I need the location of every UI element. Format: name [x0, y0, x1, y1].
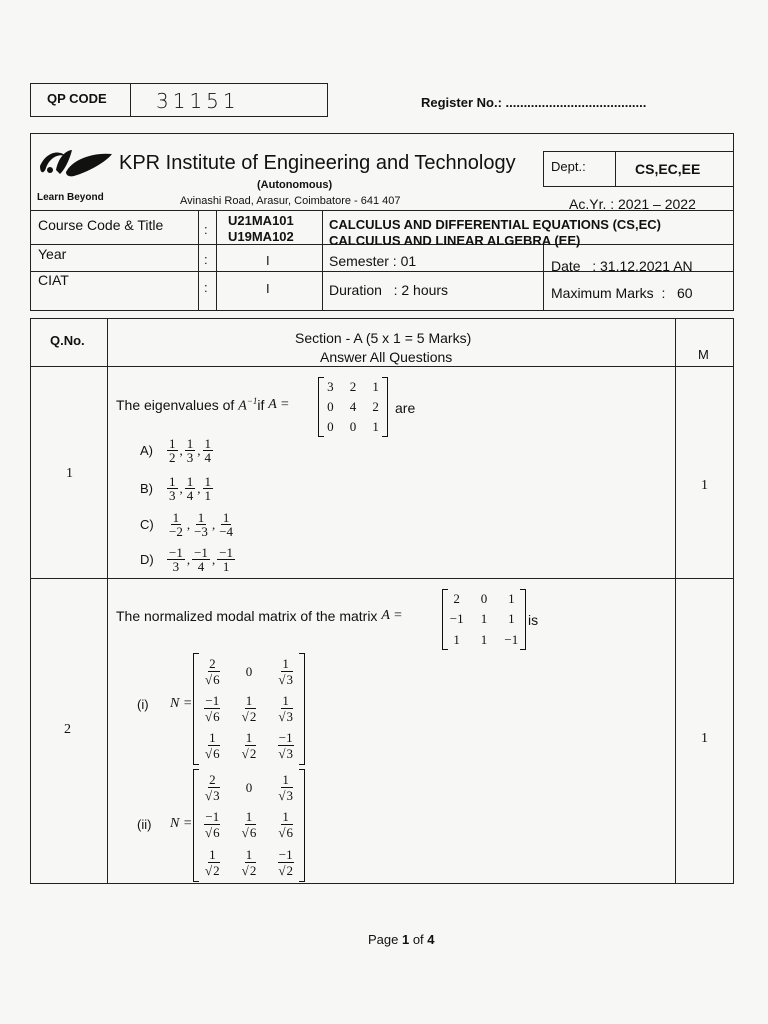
denominator	[204, 709, 221, 724]
ciat-label: CIAT	[38, 272, 69, 288]
denominator	[204, 672, 221, 687]
numerator: 1	[209, 730, 216, 746]
fraction	[217, 546, 235, 573]
radical-fraction	[241, 694, 258, 724]
matrix-entry: 1	[508, 611, 515, 627]
numerator: 1	[222, 510, 230, 525]
matrix-entry: 2	[349, 379, 357, 394]
qp-code-value: 31151	[156, 89, 240, 113]
numerator: 1	[204, 436, 211, 451]
denominator: −2	[169, 524, 183, 539]
denominator	[241, 709, 258, 724]
fraction	[167, 511, 185, 538]
radicand: 2	[249, 863, 257, 879]
radicand: 3	[286, 671, 293, 687]
course-code-1: U21MA101	[228, 213, 294, 228]
radical-sign: √	[241, 708, 249, 724]
numerator: 2	[209, 771, 216, 787]
numerator: −1	[205, 809, 220, 825]
fraction	[192, 511, 210, 538]
matrix-variable: N =	[170, 816, 193, 831]
radicand: 6	[213, 746, 220, 762]
numerator: 2	[209, 655, 216, 671]
matrix-entry: 1	[480, 611, 488, 627]
exam-date: Date : 31.12.2021 AN	[551, 258, 693, 274]
year-colon: :	[204, 252, 208, 267]
numerator: 1	[245, 730, 253, 746]
dept-value: CS,EC,EE	[635, 161, 701, 177]
option-label: D)	[140, 552, 154, 567]
matrix-entry: −1	[504, 631, 519, 647]
numerator: 1	[245, 809, 253, 825]
marks-header: M	[698, 347, 709, 362]
course-colon: :	[204, 222, 208, 237]
numerator: 1	[197, 510, 205, 525]
matrix-entry: 1	[453, 631, 460, 647]
radical-fraction	[204, 694, 221, 724]
option-label: A)	[140, 443, 153, 458]
radical-sign: √	[278, 787, 286, 803]
numerator: 1	[209, 847, 216, 863]
modal-matrix	[193, 653, 305, 765]
option-label: B)	[140, 481, 153, 496]
radicand: 2	[286, 863, 293, 879]
radical-sign: √	[205, 746, 213, 762]
denominator: 4	[204, 450, 211, 465]
numerator: −1	[169, 545, 183, 560]
academic-year: Ac.Yr. : 2021 – 2022	[569, 196, 696, 212]
matrix-entry: 4	[349, 399, 357, 414]
radical-sign: √	[241, 746, 249, 762]
denominator	[277, 746, 294, 761]
separator: ,	[197, 480, 201, 496]
question-1-matrix	[318, 377, 388, 437]
denominator	[277, 863, 294, 878]
question-number: 2	[64, 722, 71, 737]
answer-option	[140, 511, 236, 538]
duration: Duration : 2 hours	[329, 282, 449, 298]
fraction	[167, 546, 185, 573]
matrix-entry: 1	[372, 419, 379, 434]
denominator: 1	[222, 559, 230, 574]
fraction	[167, 437, 178, 464]
matrix-entry: 0	[327, 399, 334, 414]
denominator: 1	[204, 488, 211, 503]
fraction	[167, 475, 178, 502]
radical-sign: √	[278, 863, 286, 879]
numerator: 1	[245, 847, 253, 863]
institute-tagline: Learn Beyond	[37, 192, 104, 203]
radical-fraction	[204, 848, 221, 878]
matrix-entry: −1	[449, 611, 464, 627]
fraction	[185, 475, 196, 502]
denominator	[277, 788, 294, 803]
radicand: 6	[249, 825, 257, 841]
separator: ,	[197, 442, 201, 458]
course-title-1: CALCULUS AND DIFFERENTIAL EQUATIONS (CS,EC)	[329, 217, 661, 232]
dept-label: Dept.:	[551, 159, 586, 174]
denominator: 4	[186, 488, 194, 503]
radicand: 3	[213, 787, 220, 803]
radical-fraction	[277, 657, 294, 687]
matrix-entry: 1	[480, 631, 488, 647]
numerator: −1	[219, 545, 234, 560]
answer-option	[140, 546, 236, 573]
separator: ,	[179, 480, 183, 496]
radical-fraction	[204, 773, 221, 803]
radical-fraction	[204, 731, 221, 761]
separator: ,	[186, 516, 191, 532]
numerator: 1	[282, 692, 289, 708]
radical-sign: √	[241, 825, 249, 841]
option-label: (ii)	[137, 817, 152, 832]
radicand: 3	[286, 708, 293, 724]
radicand: 6	[213, 708, 220, 724]
fraction	[192, 546, 210, 573]
numerator: −1	[278, 847, 293, 863]
radical-fraction	[241, 731, 258, 761]
matrix-variable: N =	[170, 696, 193, 711]
ciat-colon: :	[204, 280, 208, 295]
institute-name: KPR Institute of Engineering and Technology	[119, 152, 516, 174]
radical-fraction	[204, 810, 221, 840]
radical-sign: √	[278, 708, 286, 724]
numerator: 1	[169, 474, 176, 489]
question-2-matrix	[442, 589, 526, 650]
page-number: Page 1 of 4	[368, 932, 435, 947]
register-number: Register No.: .......................................	[421, 95, 647, 110]
option-label: (i)	[137, 697, 149, 712]
radical-sign: √	[205, 787, 213, 803]
numerator: 1	[282, 809, 289, 825]
radicand: 6	[213, 671, 220, 687]
question-2-text: The normalized modal matrix of the matrix A =	[116, 608, 403, 624]
fraction	[203, 437, 214, 464]
fraction	[203, 475, 214, 502]
denominator	[277, 672, 294, 687]
question-number: 1	[66, 466, 73, 481]
matrix-entry: 2	[453, 591, 460, 607]
numerator: 1	[186, 474, 194, 489]
denominator	[241, 746, 258, 761]
semester: Semester : 01	[329, 253, 417, 269]
qp-code-box	[30, 83, 328, 117]
radicand: 2	[249, 708, 257, 724]
qno-header: Q.No.	[50, 333, 85, 348]
maximum-marks: Maximum Marks : 60	[551, 285, 693, 301]
institute-logo	[36, 140, 116, 184]
fraction	[217, 511, 235, 538]
radicand: 3	[286, 746, 293, 762]
course-title-2: CALCULUS AND LINEAR ALGEBRA (EE)	[329, 233, 581, 248]
radical-fraction	[277, 848, 294, 878]
radicand: 6	[213, 825, 220, 841]
radical-sign: √	[205, 825, 213, 841]
ciat-value: I	[266, 281, 270, 296]
separator: ,	[186, 551, 191, 567]
institute-address: Avinashi Road, Arasur, Coimbatore - 641 407	[180, 195, 401, 207]
question-marks: 1	[701, 478, 708, 493]
numerator: 1	[282, 771, 289, 787]
modal-matrix	[193, 769, 305, 882]
answer-option	[140, 475, 214, 502]
denominator: 3	[169, 488, 176, 503]
qp-code-label: QP CODE	[47, 91, 107, 106]
question-1-text-after: are	[395, 400, 416, 416]
option-label: C)	[140, 517, 154, 532]
section-title: Section - A (5 x 1 = 5 Marks)	[295, 330, 472, 346]
numerator: −1	[194, 545, 208, 560]
radical-sign: √	[205, 863, 213, 879]
numerator: 1	[204, 474, 211, 489]
radical-fraction	[277, 731, 294, 761]
radical-fraction	[204, 657, 221, 687]
numerator: 1	[186, 436, 194, 451]
denominator: 3	[172, 559, 180, 574]
radical-sign: √	[205, 671, 213, 687]
matrix-entry: 3	[327, 379, 334, 394]
denominator	[277, 709, 294, 724]
separator: ,	[179, 442, 183, 458]
matrix-entry: 0	[349, 419, 357, 434]
numerator: 1	[169, 436, 176, 451]
question-2-text-after: is	[528, 612, 539, 628]
radical-fraction	[277, 694, 294, 724]
course-label: Course Code & Title	[38, 217, 164, 233]
radicand: 2	[213, 863, 220, 879]
section-subtitle: Answer All Questions	[320, 349, 453, 365]
denominator	[204, 863, 221, 878]
denominator	[241, 863, 258, 878]
course-code-2: U19MA102	[228, 229, 294, 244]
matrix-entry: 2	[372, 399, 379, 414]
year-label: Year	[38, 246, 67, 262]
denominator	[277, 825, 294, 840]
autonomous-label: (Autonomous)	[257, 179, 333, 191]
radical-fraction	[277, 810, 294, 840]
answer-option	[140, 437, 214, 464]
numerator: 1	[172, 510, 180, 525]
separator: ,	[211, 516, 216, 532]
matrix-entry: 1	[508, 591, 515, 607]
matrix-entry: 0	[327, 419, 334, 434]
radical-fraction	[277, 773, 294, 803]
denominator	[204, 788, 221, 803]
matrix-entry: 0	[480, 591, 488, 607]
radical-sign: √	[205, 708, 213, 724]
radicand: 3	[286, 787, 293, 803]
denominator	[204, 746, 221, 761]
denominator	[204, 825, 221, 840]
denominator: −4	[219, 524, 234, 539]
radicand: 2	[249, 746, 257, 762]
fraction	[185, 437, 196, 464]
question-marks: 1	[701, 731, 708, 746]
radical-sign: √	[241, 863, 249, 879]
matrix-entry: 1	[372, 379, 379, 394]
denominator: 4	[197, 559, 205, 574]
radical-sign: √	[278, 825, 286, 841]
radical-sign: √	[278, 746, 286, 762]
numerator: −1	[205, 692, 220, 708]
separator: ,	[211, 551, 216, 567]
question-1-text: The eigenvalues of $A^{-1}$ if A =	[116, 396, 290, 414]
denominator	[241, 825, 258, 840]
numerator: 1	[245, 692, 253, 708]
radical-fraction	[241, 810, 258, 840]
radical-sign: √	[278, 671, 286, 687]
year-value: I	[266, 253, 270, 268]
matrix-entry: 0	[245, 663, 253, 679]
numerator: −1	[278, 730, 293, 746]
denominator: −3	[194, 524, 208, 539]
denominator: 3	[186, 450, 194, 465]
radicand: 6	[286, 825, 293, 841]
radical-fraction	[241, 848, 258, 878]
qp-code-label-cell	[31, 84, 131, 116]
denominator: 2	[169, 450, 176, 465]
matrix-entry: 0	[245, 779, 253, 795]
numerator: 1	[282, 655, 289, 671]
